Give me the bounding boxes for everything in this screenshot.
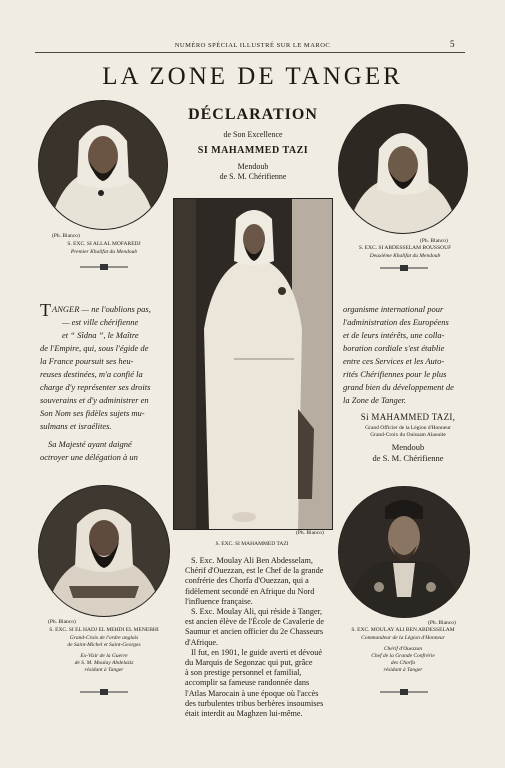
declaration-heading: DÉCLARATION: [188, 106, 318, 123]
page-number: 5: [450, 39, 455, 49]
photo-credit: (Ph. Blanco): [296, 530, 324, 536]
portrait-role: de S. M. Moulay Abdelaziz: [74, 660, 134, 666]
text-line: fidèlement secondé en Afrique du Nord: [185, 586, 315, 596]
running-header: NUMÉRO SPÉCIAL ILLUSTRÉ SUR LE MAROC: [174, 42, 331, 49]
declaration-title-line: de S. M. Chérifienne: [219, 172, 287, 181]
ornament-divider: [80, 263, 128, 271]
page-title: LA ZONE DE TANGER: [102, 63, 403, 90]
biography-text: [185, 556, 327, 719]
portrait-role: des Chorfa: [390, 660, 416, 666]
signature-title: Grand-Croix du Ouissam Alaouite: [370, 432, 446, 438]
signature-title: Grand Officier de la Légion d'Honneur: [365, 425, 451, 431]
declaration-subtitle: de Son Excellence: [223, 130, 283, 139]
portrait-moulay-ali-ben-abdesselam: [338, 486, 470, 618]
text-line: boration cordiale s'est établie: [343, 343, 445, 353]
text-line: était interdit au Maghzen lui-même.: [185, 709, 303, 719]
text-line: Il fut, en 1901, le guide averti et dévoué: [191, 647, 322, 657]
text-line: d'Afrique.: [185, 637, 219, 647]
text-line: des turbulentes tribus berbères insoumises: [185, 698, 324, 708]
portrait-name: S. EXC. MOULAY ALI BEN ABDESSELAM: [351, 627, 455, 633]
portrait-role: Deuxième Khalifat du Mendoub: [369, 253, 441, 259]
text-line: S. Exc. Moulay Ali, qui réside à Tanger,: [191, 607, 323, 617]
photo-credit: (Ph. Blanco): [52, 233, 80, 239]
text-line: Son Nom ses fidèles sujets mu-: [40, 408, 145, 418]
photo-credit: (Ph. Blanco): [428, 620, 456, 626]
text-line: Chérif d'Ouezzan, est le Chef de la grande: [185, 566, 324, 576]
text-line: de l'Empire, qui, sous l'égide de: [40, 343, 149, 353]
portrait-mahammed-tazi: [173, 198, 333, 530]
portrait-role: Chérif d'Ouezzan: [383, 646, 423, 652]
header-rule: [35, 52, 465, 53]
portrait-role: Ex-Vizir de la Guerre: [80, 653, 128, 659]
declaration-title-line: Mendoub: [237, 162, 269, 171]
portrait-role: Chef de la Grande Confrérie: [371, 653, 435, 659]
portrait-el-mehdi-el-menebhi: [38, 485, 170, 617]
portrait-role: résidant à Tanger: [84, 667, 124, 673]
text-line: grand bien du développement de: [343, 382, 454, 392]
center-caption: S. EXC. SI MAHAMMED TAZI: [215, 541, 289, 547]
text-line: l'administration des Européens: [343, 317, 449, 327]
portrait-abdesselam-boussouf: [338, 104, 468, 234]
ornament-divider: [380, 688, 428, 696]
declaration-text-right: [343, 303, 473, 407]
text-line: S. Exc. Moulay Ali Ben Abdesselam,: [191, 556, 313, 565]
text-line: charge d'y représenter ses droits: [40, 382, 151, 392]
text-line: la France poursuit ses heu-: [40, 356, 134, 366]
text-line: souverains et d'y administrer en: [40, 395, 149, 405]
signature-title: de S. M. Chérifienne: [372, 453, 444, 463]
text-line: organisme international pour: [343, 304, 444, 314]
text-line: accomplir sa fameuse randonnée dans: [185, 678, 310, 688]
portrait-role: Grand-Croix de l'ordre anglais: [69, 635, 139, 641]
text-line: l'influence française.: [185, 596, 253, 606]
text-line: reuses destinées, m'a confié la: [40, 369, 143, 379]
portrait-role: Premier Khalifat du Mendoub: [70, 249, 138, 255]
declaration-text-left: [40, 300, 166, 464]
portrait-name: S. EXC. SI ALLAL MOFAREDJ: [67, 241, 141, 247]
portrait-name: S. EXC. SI EL HADJ EL MEHDI EL MENEBHI: [49, 627, 159, 633]
text-line: entre ces Services et les Auto-: [343, 356, 445, 366]
text-line: Saumur et ancien officier du 2e Chasseurs: [185, 627, 324, 637]
signature-name: Si MAHAMMED TAZI,: [360, 412, 456, 422]
signature-title: Mendoub: [391, 442, 425, 452]
portrait-role: résidant à Tanger: [383, 667, 423, 673]
photo-credit: (Ph. Blanco): [48, 619, 76, 625]
portrait-allal-mofaredj: [38, 100, 168, 230]
text-line: l'Atlas Marocain à une époque où l'accès: [185, 688, 319, 698]
photo-credit: (Ph. Blanco): [420, 238, 448, 244]
text-line: et “ Sîdna ”, le Maître: [62, 330, 139, 340]
text-line: Sa Majesté ayant daigné: [48, 439, 132, 449]
text-line: octroyer une délégation à un: [40, 452, 138, 462]
text-line: rités Chérifiennes pour le plus: [343, 369, 447, 379]
portrait-role: de Saint-Michel et Saint-Georges: [67, 642, 141, 648]
text-line: et de leurs intérêts, une colla-: [343, 330, 445, 340]
portrait-name: S. EXC. SI ABDESSELAM BOUSSOUF: [358, 245, 452, 251]
text-line: est ancien élève de l'École de Cavalerie de: [185, 617, 324, 627]
text-line: du Marquis de Segonzac qui put, grâce: [185, 658, 313, 668]
declaration-name: SI MAHAMMED TAZI: [197, 145, 309, 156]
text-line: confrérie des Chorfa d'Ouezzan, qui a: [185, 576, 309, 586]
ornament-divider: [380, 264, 428, 272]
text-line: à son prestige personnel et familial,: [185, 668, 302, 678]
drop-cap: T: [40, 300, 51, 320]
text-line: ANGER — ne l'oublions pas,: [52, 304, 151, 314]
text-line: la Zone de Tanger.: [343, 395, 406, 405]
portrait-role: Commandeur de la Légion d'Honneur: [361, 635, 445, 641]
ornament-divider: [80, 688, 128, 696]
text-line: — est ville chérifienne: [62, 317, 139, 327]
text-line: sulmans et israélites.: [40, 421, 112, 431]
